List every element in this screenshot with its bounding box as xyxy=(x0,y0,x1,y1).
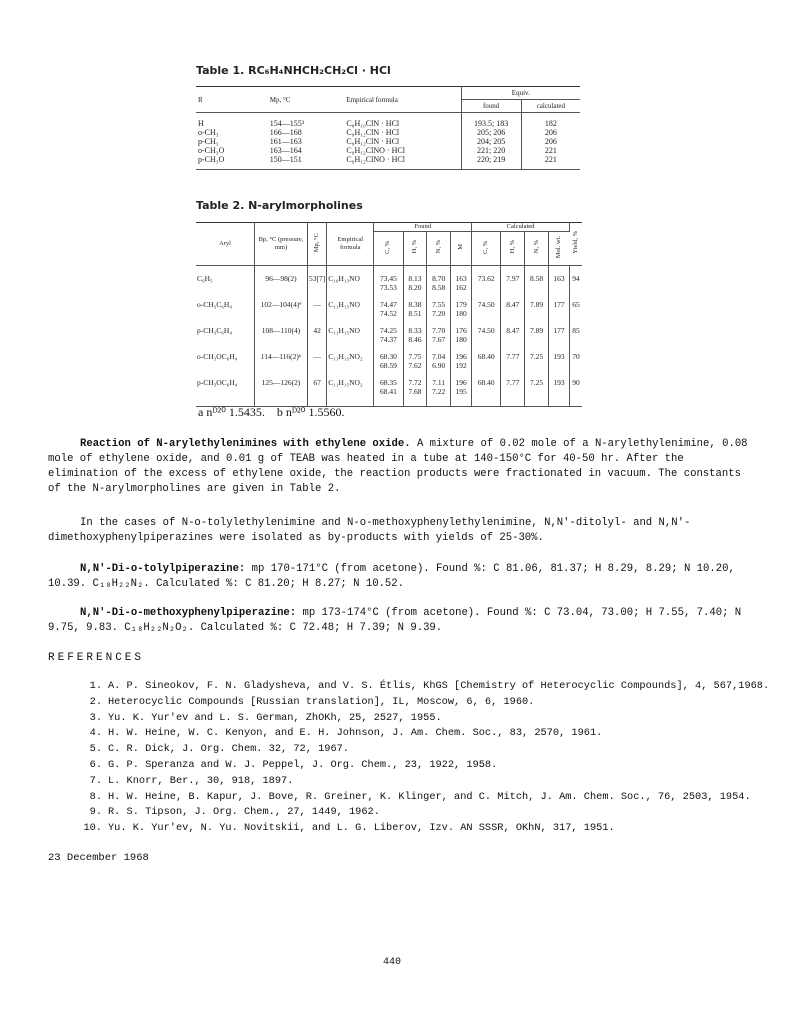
table2-cell-aryl: p-CH₃OC₆H₄ xyxy=(196,370,255,396)
table2-cell-calc-c: 68.40 xyxy=(472,370,501,396)
table2-cell-found-n xyxy=(427,344,451,370)
table2-cell-formula: C₁₁H₁₅NO₂ xyxy=(327,370,374,396)
table2-cell-found-h-value: 7.68 xyxy=(408,387,422,396)
table2-cell-found-m xyxy=(451,370,472,396)
reference-item xyxy=(80,774,780,790)
table1-cell-mp: 163—164 xyxy=(269,145,302,155)
table1-header-calculated: calculated xyxy=(521,100,580,113)
reference-text: Yu. K. Yur'ev and L. S. German, ZhOKh, 25, 2527, 1955. xyxy=(108,711,442,724)
paragraph-reaction-text: A mixture of 0.02 mole of a N-arylethylenimine, 0.08 mole of ethylene oxide, and 0.01 g of TEAB was heated in a tube at 140-150°C for 40-50 hr. After the elimination of the excess of ethylene oxide, the reaction products were fractionated in vacuum. The constants of the N-arylmorpholines are given in Table 2. xyxy=(48,438,748,495)
table2-cell-yield: 90 xyxy=(572,378,580,387)
table2-cell-calc-molwt: 193 xyxy=(548,344,569,370)
table2-cell-found-c-value: 74.25 xyxy=(379,326,397,335)
table2-cell-calc-h: 7.77 xyxy=(501,344,525,370)
table1-cell-calc: 182 xyxy=(544,118,557,128)
table2-cell-calc-n: 7.25 xyxy=(525,344,549,370)
reference-number: 5. xyxy=(89,743,102,756)
table2-cell-found-n-value: 7.67 xyxy=(432,335,446,344)
table2-cell-found-n-value: 7.04 xyxy=(432,352,446,361)
table1-row xyxy=(196,128,580,137)
table2-row xyxy=(196,344,582,370)
table1-row xyxy=(196,137,580,146)
table2-cell-found-n-value: 8.70 xyxy=(432,274,446,283)
table2-cell-found-h-value: 7.75 xyxy=(408,352,422,361)
table1-cell-calc: 206 xyxy=(544,127,557,137)
table1-cell-mp: 154—155³ xyxy=(269,118,305,128)
table2-cell-yield: 70 xyxy=(572,352,580,361)
table2-cell-found-h-value: 8.46 xyxy=(408,335,422,344)
references-heading: REFERENCES xyxy=(48,652,145,664)
table2-cell-found-h-value: 7.62 xyxy=(408,361,422,370)
reference-item xyxy=(80,726,780,742)
paragraph-dimethoxy xyxy=(48,606,748,636)
table2-cell-calc-h: 8.47 xyxy=(501,318,525,344)
table2-cell-bp: 108—110(4) xyxy=(255,318,308,344)
reference-item xyxy=(80,742,780,758)
table2-header-yield: Yield, % xyxy=(572,231,579,254)
table2-row xyxy=(196,292,582,318)
reference-item xyxy=(80,711,780,727)
table2-cell-found-n-value: 7.22 xyxy=(432,387,446,396)
table2-caption: Table 2. N-arylmorpholines xyxy=(196,199,363,212)
footnote-b: b nᴰ²⁰ 1.5560. xyxy=(276,405,345,419)
table2-cell-calc-h: 7.97 xyxy=(501,266,525,293)
reference-text: Yu. K. Yur'ev, N. Yu. Novitskii, and L. G. Liberov, Izv. AN SSSR, OKhN, 317, 1951. xyxy=(108,822,615,835)
table2-cell-found-c-value: 73.53 xyxy=(379,283,397,292)
table2-cell-calc-n: 8.58 xyxy=(525,266,549,293)
table2-cell-found-m-value: 176 xyxy=(455,326,467,335)
paragraph-dimethoxy-text: mp 173-174°C (from acetone). Found %: C 73.04, 73.00; H 7.55, 7.40; N 9.75, 9.83. C₁₈H₂₂N₂O₂. Calculated %: C 72.48; H 7.39; N 9.39. xyxy=(48,607,742,634)
table2-cell-found-c xyxy=(374,266,403,293)
table2-cell-found-c xyxy=(374,344,403,370)
table1-cell-formula: C₉H₁₂ClN · HCl xyxy=(344,137,461,146)
table2-cell-bp: 125—126(2) xyxy=(255,370,308,396)
paragraph-ditolyl-text: mp 170-171°C (from acetone). Found %: C 81.06, 81.37; H 8.29, 8.29; N 10.20, 10.39. C₁₈H₂₂N₂. Calculated %: C 81.20; H 8.27; N 10.52. xyxy=(48,563,735,590)
table1-cell-formula: C₉H₁₂ClNO · HCl xyxy=(344,146,461,155)
table2-cell-calc-c: 68.40 xyxy=(472,344,501,370)
table1-cell-found: 221; 220 xyxy=(461,146,521,155)
table2-cell-found-n-value: 8.58 xyxy=(432,283,446,292)
reference-item xyxy=(80,758,780,774)
table2-cell-aryl: o-CH₃C₆H₄ xyxy=(196,292,255,318)
table2-cell-mp: 42 xyxy=(308,318,327,344)
table2-cell-found-h-value: 8.20 xyxy=(408,283,422,292)
table1-header-formula: Empirical formula xyxy=(344,87,461,113)
table2-cell-found-h-value: 8.51 xyxy=(408,309,422,318)
table2-cell-mp: — xyxy=(308,344,327,370)
reference-item xyxy=(80,821,780,837)
table2-cell-found-m-value: 163 xyxy=(455,274,467,283)
table1-header-r: R xyxy=(196,87,256,113)
paragraph-byproducts-text: In the cases of N-o-tolylethylenimine and N-o-methoxyphenylethylenimine, N,N'-ditolyl- and N,N'-dimethoxyphenylpiperazines were isolated as by-products with yields of 25-30%. xyxy=(48,517,691,544)
reference-text: H. W. Heine, W. C. Kenyon, and E. H. Johnson, J. Am. Chem. Soc., 83, 2570, 1961. xyxy=(108,727,603,740)
table2-cell-mp: 53[7] xyxy=(308,266,327,293)
table1-row xyxy=(196,119,580,128)
table2-cell-found-c-value: 68.30 xyxy=(379,352,397,361)
table2-cell-found-m xyxy=(451,292,472,318)
table2-cell-calc-c: 74.50 xyxy=(472,318,501,344)
table2-header-calc-c: C, % xyxy=(482,240,490,254)
table2-cell-found-m-value: 179 xyxy=(455,300,467,309)
table2-cell-found-m-value: 192 xyxy=(455,361,467,370)
table2-cell-bp: 114—116(2)ᵇ xyxy=(255,344,308,370)
table2-cell-found-h xyxy=(403,344,427,370)
reference-number: 7. xyxy=(89,774,102,787)
table2-row xyxy=(196,266,582,293)
table2-cell-mp: — xyxy=(308,292,327,318)
table1-cell-r: o-CH₃ xyxy=(198,127,219,137)
table1-caption: Table 1. RC₆H₄NHCH₂CH₂Cl · HCl xyxy=(196,64,391,77)
table2-cell-found-m xyxy=(451,344,472,370)
table2-cell-found-c-value: 73.45 xyxy=(379,274,397,283)
table2-cell-found-h xyxy=(403,292,427,318)
table2-header-found-n: N, % xyxy=(434,240,442,254)
table2-cell-found-n xyxy=(427,292,451,318)
reference-text: L. Knorr, Ber., 30, 918, 1897. xyxy=(108,774,294,787)
table2-cell-calc-molwt: 163 xyxy=(548,266,569,293)
table2-cell-found-h-value: 8.13 xyxy=(408,274,422,283)
table1-row xyxy=(196,146,580,155)
table2-row xyxy=(196,370,582,396)
table2-cell-calc-molwt: 177 xyxy=(548,318,569,344)
reference-item xyxy=(80,695,780,711)
table2-cell-found-m-value: 195 xyxy=(455,387,467,396)
table2-cell-formula: C₁₀H₁₃NO xyxy=(327,266,374,293)
table2-row xyxy=(196,318,582,344)
table2-cell-aryl: C₆H₅ xyxy=(196,266,255,293)
table1-cell-formula: C₉H₁₂ClN · HCl xyxy=(344,128,461,137)
references-list xyxy=(80,679,780,837)
table2-cell-calc-n: 7.89 xyxy=(525,292,549,318)
table2-cell-found-n xyxy=(427,266,451,293)
date-line: 23 December 1968 xyxy=(48,852,149,864)
table1-cell-calc: 221 xyxy=(544,154,557,164)
table2-cell-calc-n: 7.25 xyxy=(525,370,549,396)
reference-item xyxy=(80,679,780,695)
table1-cell-found: 205; 206 xyxy=(461,128,521,137)
table1-cell-r: H xyxy=(198,118,204,128)
reference-text: R. S. Tipson, J. Org. Chem., 27, 1449, 1962. xyxy=(108,806,380,819)
reference-number: 9. xyxy=(89,806,102,819)
table1-cell-formula: C₈H₁₀ClN · HCl xyxy=(344,119,461,128)
table2-cell-bp: 96—98(2) xyxy=(255,266,308,293)
paragraph-ditolyl-lead: N,N'-Di-o-tolylpiperazine: xyxy=(80,563,246,575)
table2-cell-found-m-value: 162 xyxy=(455,283,467,292)
reference-text: G. P. Speranza and W. J. Peppel, J. Org. Chem., 23, 1922, 1958. xyxy=(108,758,498,771)
table1-cell-r: p-CH₃O xyxy=(198,154,225,164)
table1-cell-calc: 206 xyxy=(544,136,557,146)
reference-item xyxy=(80,790,780,806)
table2-cell-found-m xyxy=(451,266,472,293)
table1-header-mp: Mp, °C xyxy=(256,87,345,113)
table1-cell-r: p-CH₃ xyxy=(198,136,219,146)
table2-cell-found-m-value: 180 xyxy=(455,335,467,344)
reference-number: 6. xyxy=(89,758,102,771)
table1 xyxy=(196,86,580,170)
table2-cell-calc-molwt: 177 xyxy=(548,292,569,318)
table2-cell-found-c xyxy=(374,292,403,318)
table2-header-formula: Empirical formula xyxy=(327,223,374,266)
table2-cell-yield: 65 xyxy=(572,300,580,309)
table2-header-found: Found xyxy=(374,223,472,232)
reference-number: 10. xyxy=(83,822,102,835)
table2-cell-found-n xyxy=(427,318,451,344)
table2-cell-found-m xyxy=(451,318,472,344)
paragraph-dimethoxy-lead: N,N'-Di-o-methoxyphenylpiperazine: xyxy=(80,607,297,619)
table2-cell-found-c-value: 68.35 xyxy=(379,378,397,387)
table2-cell-formula: C₁₁H₁₅NO xyxy=(327,318,374,344)
reference-text: H. W. Heine, B. Kapur, J. Bove, R. Greiner, K. Klinger, and C. Mitch, J. Am. Chem. Soc., 76, 2503, 1954. xyxy=(108,790,751,803)
table1-cell-r: o-CH₃O xyxy=(198,145,225,155)
table2-cell-found-n-value: 7.70 xyxy=(432,326,446,335)
reference-number: 2. xyxy=(89,695,102,708)
reference-number: 8. xyxy=(89,790,102,803)
table2-header-calc-h: H, % xyxy=(508,240,516,254)
table2-cell-found-h xyxy=(403,370,427,396)
table2-cell-found-n-value: 7.20 xyxy=(432,309,446,318)
table1-body xyxy=(196,113,580,170)
table2-body xyxy=(196,266,582,407)
table1-row xyxy=(196,155,580,164)
table2-cell-aryl: o-CH₃OC₆H₄ xyxy=(196,344,255,370)
paragraph-reaction xyxy=(48,437,748,497)
table2-cell-found-h xyxy=(403,266,427,293)
page-number: 440 xyxy=(383,957,402,968)
footnote-a: a nᴰ²⁰ 1.5435. xyxy=(198,405,265,419)
paragraph-byproducts xyxy=(48,516,748,546)
table1-header-found: found xyxy=(461,100,521,113)
table2-cell-found-h-value: 7.72 xyxy=(408,378,422,387)
table2-cell-calc-n: 7.89 xyxy=(525,318,549,344)
table2-cell-found-c xyxy=(374,370,403,396)
table2-cell-calc-c: 73.62 xyxy=(472,266,501,293)
table2-cell-found-m-value: 180 xyxy=(455,309,467,318)
table2-cell-yield: 85 xyxy=(572,326,580,335)
table2-cell-found-m-value: 196 xyxy=(455,352,467,361)
reference-text: C. R. Dick, J. Org. Chem. 32, 72, 1967. xyxy=(108,743,349,756)
table2-cell-mp: 67 xyxy=(308,370,327,396)
table1-cell-found: 220; 219 xyxy=(461,155,521,164)
reference-text: Heterocyclic Compounds [Russian translation], IL, Moscow, 6, 6, 1960. xyxy=(108,695,535,708)
table2-header-bp: Bp, °C (pressure, mm) xyxy=(255,223,308,266)
table2-cell-found-m-value: 196 xyxy=(455,378,467,387)
table2-cell-found-n-value: 7.11 xyxy=(432,378,446,387)
table2-cell-calc-molwt: 193 xyxy=(548,370,569,396)
table2-cell-found-n xyxy=(427,370,451,396)
table1-cell-mp: 161—163 xyxy=(269,136,302,146)
table2-header-aryl: Aryl xyxy=(196,223,255,266)
paragraph-ditolyl xyxy=(48,562,748,592)
paragraph-reaction-lead: Reaction of N-arylethylenimines with ethylene oxide. xyxy=(80,438,411,450)
table2-header-calc-n: N, % xyxy=(532,240,540,254)
reference-item xyxy=(80,805,780,821)
table2-cell-found-n-value: 6.90 xyxy=(432,361,446,370)
table2-cell-found-c-value: 74.52 xyxy=(379,309,397,318)
table2-cell-yield: 94 xyxy=(572,274,580,283)
table2-header-found-h: H, % xyxy=(410,240,418,254)
table2-cell-found-c-value: 74.37 xyxy=(379,335,397,344)
table2-cell-bp: 102—104(4)ª xyxy=(255,292,308,318)
table1-cell-calc: 221 xyxy=(544,145,557,155)
table2-header-calc-molwt: Mol. wt. xyxy=(555,235,563,259)
table2-header-calculated: Calculated xyxy=(472,223,570,232)
table1-cell-found: 204; 205 xyxy=(461,137,521,146)
table2-cell-found-n-value: 7.55 xyxy=(432,300,446,309)
table1-cell-mp: 166—168 xyxy=(269,127,302,137)
table2-cell-aryl: p-CH₃C₆H₄ xyxy=(196,318,255,344)
reference-number: 1. xyxy=(89,680,102,692)
reference-number: 4. xyxy=(89,727,102,740)
table2-cell-found-h-value: 8.33 xyxy=(408,326,422,335)
table2-cell-formula: C₁₁H₁₅NO xyxy=(327,292,374,318)
reference-number: 3. xyxy=(89,711,102,724)
table2-header-found-m: M xyxy=(457,244,465,250)
table2-header-found-c: C, % xyxy=(384,240,392,254)
table2-cell-formula: C₁₁H₁₅NO₂ xyxy=(327,344,374,370)
table1-cell-mp: 150—151 xyxy=(269,154,302,164)
table2-cell-found-c-value: 74.47 xyxy=(379,300,397,309)
table2-cell-found-h xyxy=(403,318,427,344)
table2-cell-calc-c: 74.50 xyxy=(472,292,501,318)
table1-header-equiv: Equiv. xyxy=(461,87,580,100)
table1-cell-formula: C₉H₁₂ClNO · HCl xyxy=(344,155,461,164)
table2-cell-found-c-value: 68.41 xyxy=(379,387,397,396)
table2-cell-found-c-value: 68.59 xyxy=(379,361,397,370)
table1-cell-found: 193.5; 183 xyxy=(461,119,521,128)
table2 xyxy=(196,222,582,407)
table2-cell-calc-h: 8.47 xyxy=(501,292,525,318)
reference-text: A. P. Sineokov, F. N. Gladysheva, and V. S. Étlis, KhGS [Chemistry of Heterocyclic Compounds], 4, 567,1968. xyxy=(108,680,770,692)
table2-header-mp: Mp, °C xyxy=(313,232,321,253)
table2-footnotes xyxy=(198,405,344,420)
table2-cell-calc-h: 7.77 xyxy=(501,370,525,396)
table2-cell-found-h-value: 8.38 xyxy=(408,300,422,309)
table2-cell-found-c xyxy=(374,318,403,344)
